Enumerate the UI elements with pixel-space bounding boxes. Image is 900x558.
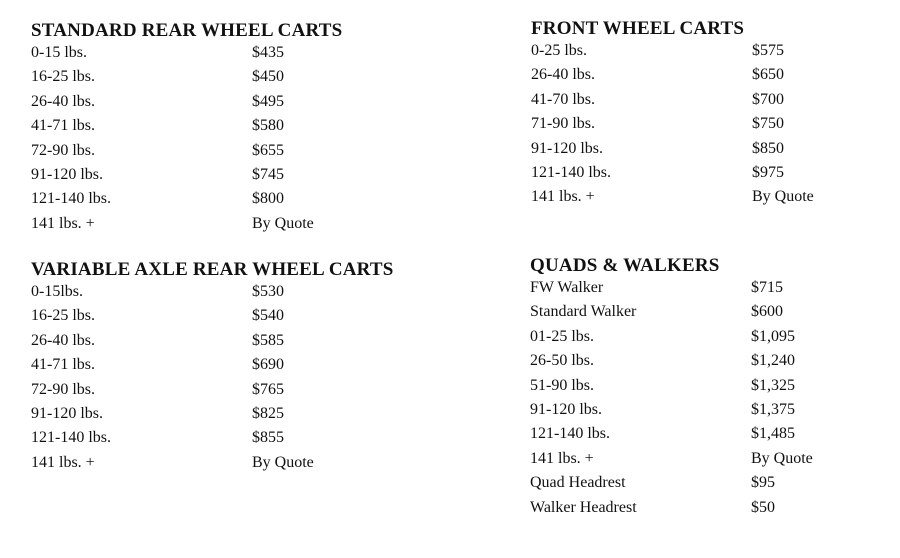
weight-range: 0-15lbs. xyxy=(31,283,83,300)
price: $825 xyxy=(252,404,284,422)
weight-range: 72-90 lbs. xyxy=(31,380,95,398)
weight-range: 121-140 lbs. xyxy=(31,190,111,208)
weight-range: 91-120 lbs. xyxy=(531,139,603,157)
price-row xyxy=(530,279,870,303)
price: $435 xyxy=(252,44,284,61)
weight-range: 91-120 lbs. xyxy=(31,165,103,183)
weight-range: 91-120 lbs. xyxy=(31,404,103,422)
price-row xyxy=(31,68,451,92)
price: $575 xyxy=(752,42,784,59)
price-row xyxy=(31,405,481,429)
price-row xyxy=(530,499,870,523)
item-label: 141 lbs. + xyxy=(530,449,594,467)
price: $655 xyxy=(252,141,284,159)
price: $600 xyxy=(751,303,783,321)
price-row xyxy=(31,142,451,166)
price-row xyxy=(530,328,870,352)
price-row xyxy=(31,283,481,307)
price-list xyxy=(530,279,870,523)
price-row xyxy=(31,307,481,331)
section-variable-axle-rear-wheel-carts xyxy=(31,259,481,478)
price-row xyxy=(31,166,451,190)
item-label: 91-120 lbs. xyxy=(530,400,602,418)
weight-range: 26-40 lbs. xyxy=(31,92,95,110)
weight-range: 16-25 lbs. xyxy=(31,68,95,86)
section-quads-and-walkers xyxy=(530,255,870,523)
price: $450 xyxy=(252,68,284,86)
weight-range: 0-15 lbs. xyxy=(31,44,87,61)
price-row xyxy=(31,190,451,214)
section-standard-rear-wheel-carts xyxy=(31,20,451,239)
price: $975 xyxy=(752,163,784,181)
price: $690 xyxy=(252,356,284,374)
item-label: Walker Headrest xyxy=(530,498,637,516)
price: $1,485 xyxy=(751,425,795,443)
price-row xyxy=(530,425,870,449)
item-label: 01-25 lbs. xyxy=(530,327,594,345)
item-label: 51-90 lbs. xyxy=(530,376,594,394)
price: $765 xyxy=(252,380,284,398)
weight-range: 16-25 lbs. xyxy=(31,307,95,325)
item-label: 121-140 lbs. xyxy=(530,425,610,443)
weight-range: 141 lbs. + xyxy=(531,188,595,206)
price: $585 xyxy=(252,331,284,349)
weight-range: 0-25 lbs. xyxy=(531,42,587,59)
price-list xyxy=(31,44,451,239)
price-row xyxy=(530,303,870,327)
price-list xyxy=(531,42,871,213)
price-row xyxy=(31,429,481,453)
price: $850 xyxy=(752,139,784,157)
price: $540 xyxy=(252,307,284,325)
weight-range: 26-40 lbs. xyxy=(531,66,595,84)
weight-range: 141 lbs. + xyxy=(31,453,95,471)
price: $855 xyxy=(252,429,284,447)
price-row xyxy=(31,93,451,117)
weight-range: 72-90 lbs. xyxy=(31,141,95,159)
price-row xyxy=(31,332,481,356)
price: $745 xyxy=(252,165,284,183)
price: $530 xyxy=(252,283,284,300)
section-title: FRONT WHEEL CARTS xyxy=(531,18,745,39)
price-row xyxy=(31,381,481,405)
price: By Quote xyxy=(252,214,314,232)
item-label: Quad Headrest xyxy=(530,474,626,492)
weight-range: 121-140 lbs. xyxy=(31,429,111,447)
price-list xyxy=(31,283,481,478)
price-row xyxy=(31,356,481,380)
item-label: FW Walker xyxy=(530,279,604,296)
price: $1,325 xyxy=(751,376,795,394)
price-row xyxy=(531,115,871,139)
price-row xyxy=(531,164,871,188)
price-row xyxy=(31,215,451,239)
price: $1,095 xyxy=(751,327,795,345)
price-row xyxy=(531,91,871,115)
price-row xyxy=(31,44,451,68)
weight-range: 121-140 lbs. xyxy=(531,163,611,181)
price: By Quote xyxy=(751,449,813,467)
weight-range: 41-70 lbs. xyxy=(531,90,595,108)
price-row xyxy=(531,42,871,66)
weight-range: 26-40 lbs. xyxy=(31,331,95,349)
weight-range: 41-71 lbs. xyxy=(31,356,95,374)
price-row xyxy=(531,188,871,212)
price: $1,375 xyxy=(751,400,795,418)
price: By Quote xyxy=(752,188,814,206)
weight-range: 71-90 lbs. xyxy=(531,115,595,133)
price-row xyxy=(31,117,451,141)
price-row xyxy=(530,401,870,425)
section-front-wheel-carts xyxy=(531,18,871,213)
price: $95 xyxy=(751,474,775,492)
price: By Quote xyxy=(252,453,314,471)
weight-range: 141 lbs. + xyxy=(31,214,95,232)
item-label: Standard Walker xyxy=(530,303,637,321)
section-title: VARIABLE AXLE REAR WHEEL CARTS xyxy=(31,259,394,280)
price: $50 xyxy=(751,498,775,516)
price-row xyxy=(31,454,481,478)
price-row xyxy=(531,140,871,164)
price: $715 xyxy=(751,279,783,296)
price-row xyxy=(530,352,870,376)
price: $700 xyxy=(752,90,784,108)
price-row xyxy=(530,450,870,474)
section-title: STANDARD REAR WHEEL CARTS xyxy=(31,20,343,41)
price: $800 xyxy=(252,190,284,208)
item-label: 26-50 lbs. xyxy=(530,352,594,370)
price: $750 xyxy=(752,115,784,133)
section-title: QUADS & WALKERS xyxy=(530,255,720,276)
price: $580 xyxy=(252,117,284,135)
price-row xyxy=(531,66,871,90)
price: $650 xyxy=(752,66,784,84)
price: $495 xyxy=(252,92,284,110)
price-row xyxy=(530,377,870,401)
price-row xyxy=(530,474,870,498)
weight-range: 41-71 lbs. xyxy=(31,117,95,135)
price: $1,240 xyxy=(751,352,795,370)
